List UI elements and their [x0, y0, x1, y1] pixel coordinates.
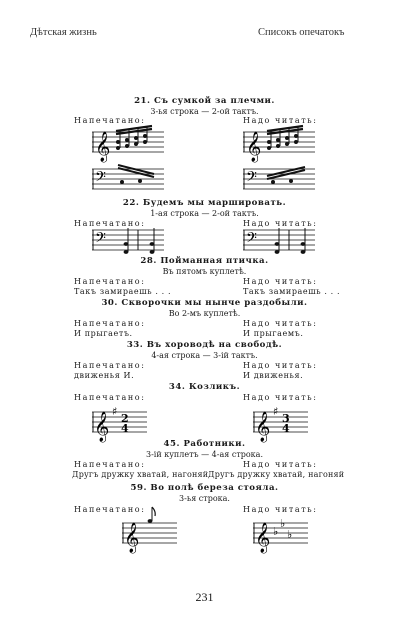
entry-22-printed-label: Напечатано: — [74, 219, 146, 228]
entry-22-correct-notation — [243, 226, 323, 254]
entry-33-printed-label: Напечатано: — [74, 361, 146, 370]
entry-45-location: 3-ій куплетъ — 4-ая строка. — [146, 450, 263, 459]
entry-34-title: 34. Козликъ. — [168, 382, 241, 392]
entry-30-printed-text: И прыгаетъ. — [74, 329, 133, 338]
svg-text:𝄞: 𝄞 — [95, 132, 111, 162]
entry-21-title: 21. Съ сумкой за плечми. — [134, 96, 275, 106]
entry-59-title: 59. Во полѣ береза стояла. — [130, 483, 279, 493]
svg-text:𝄞: 𝄞 — [255, 523, 271, 553]
svg-text:𝄢: 𝄢 — [246, 230, 257, 250]
entry-33-title: 33. Въ хороводѣ на свободѣ. — [126, 340, 283, 350]
entry-21-location: 3-ья строка — 2-ой тактъ. — [150, 107, 259, 116]
entry-22-title: 22. Будемъ мы маршировать. — [122, 198, 287, 208]
svg-text:𝄞: 𝄞 — [246, 132, 262, 162]
svg-text:♯: ♯ — [273, 405, 279, 418]
running-header-right: Списокъ опечатокъ — [258, 27, 345, 38]
entry-33-printed-text: движенья И. — [74, 371, 135, 380]
svg-text:𝄢: 𝄢 — [95, 169, 106, 189]
svg-text:𝄢: 𝄢 — [246, 169, 257, 189]
entry-30-title: 30. Скворочки мы нынче раздобыли. — [101, 298, 308, 308]
svg-text:♯: ♯ — [112, 405, 118, 418]
entry-30-location: Во 2-мъ куплетѣ. — [168, 309, 241, 318]
entry-59-correct-label: Надо читать: — [243, 505, 318, 514]
entry-21-correct-label: Надо читать: — [243, 116, 318, 125]
entry-30-correct-text: И прыгаемъ. — [243, 329, 304, 338]
entry-45-printed-label: Напечатано: — [74, 460, 146, 469]
entry-28-printed-label: Напечатано: — [74, 277, 146, 286]
entry-59-printed-notation — [122, 513, 182, 553]
svg-text:𝄞: 𝄞 — [124, 523, 140, 553]
svg-text:4: 4 — [282, 422, 290, 435]
entry-34-printed-label: Напечатано: — [74, 393, 146, 402]
entry-28-correct-text: Такъ замираешь . . . — [243, 287, 341, 296]
entry-59-printed-label: Напечатано: — [74, 505, 146, 514]
entry-33-correct-label: Надо читать: — [243, 361, 318, 370]
entry-22-correct-label: Надо читать: — [243, 219, 318, 228]
entry-22-printed-notation — [92, 226, 172, 254]
page-number: 231 — [195, 590, 214, 604]
entry-30-printed-label: Напечатано: — [74, 319, 146, 328]
entry-34-correct-label: Надо читать: — [243, 393, 318, 402]
svg-text:𝄢: 𝄢 — [95, 230, 106, 250]
entry-28-correct-label: Надо читать: — [243, 277, 318, 286]
entry-21-correct-notation — [243, 124, 323, 196]
entry-21-printed-label: Напечатано: — [74, 116, 146, 125]
entry-28-printed-text: Такъ замираешь . . . — [74, 287, 172, 296]
entry-33-correct-text: И движенья. — [243, 371, 304, 380]
entry-21-printed-notation — [92, 124, 172, 196]
entry-45-printed-text: Другъ дружку хватай, нагоняй — [72, 470, 209, 479]
svg-text:3: 3 — [282, 412, 290, 425]
running-header-left: Дѣтская жизнь — [30, 27, 97, 38]
entry-59-correct-notation — [253, 513, 313, 553]
entry-45-title: 45. Работники. — [163, 439, 246, 449]
entry-34-printed-notation — [92, 402, 152, 442]
entry-28-location: Въ пятомъ куплетѣ. — [162, 267, 247, 276]
svg-text:4: 4 — [121, 422, 129, 435]
entry-45-correct-label: Надо читать: — [243, 460, 318, 469]
entry-30-correct-label: Надо читать: — [243, 319, 318, 328]
entry-28-title: 28. Пойманная птичка. — [140, 256, 269, 266]
svg-text:𝄞: 𝄞 — [94, 412, 110, 442]
svg-text:♭: ♭ — [287, 528, 293, 541]
entry-33-location: 4-ая строка — 3-ій тактъ. — [151, 351, 258, 360]
svg-text:♭: ♭ — [280, 517, 286, 530]
entry-22-location: 1-ая строка — 2-ой тактъ. — [150, 209, 259, 218]
entry-59-location: 3-ья строка. — [179, 494, 230, 503]
svg-text:♭: ♭ — [273, 525, 279, 538]
svg-text:𝄞: 𝄞 — [255, 412, 271, 442]
svg-text:2: 2 — [121, 412, 129, 425]
entry-45-correct-text: Другъ дружку хватай, нагоняй — [208, 470, 345, 479]
entry-34-correct-notation — [253, 402, 313, 442]
